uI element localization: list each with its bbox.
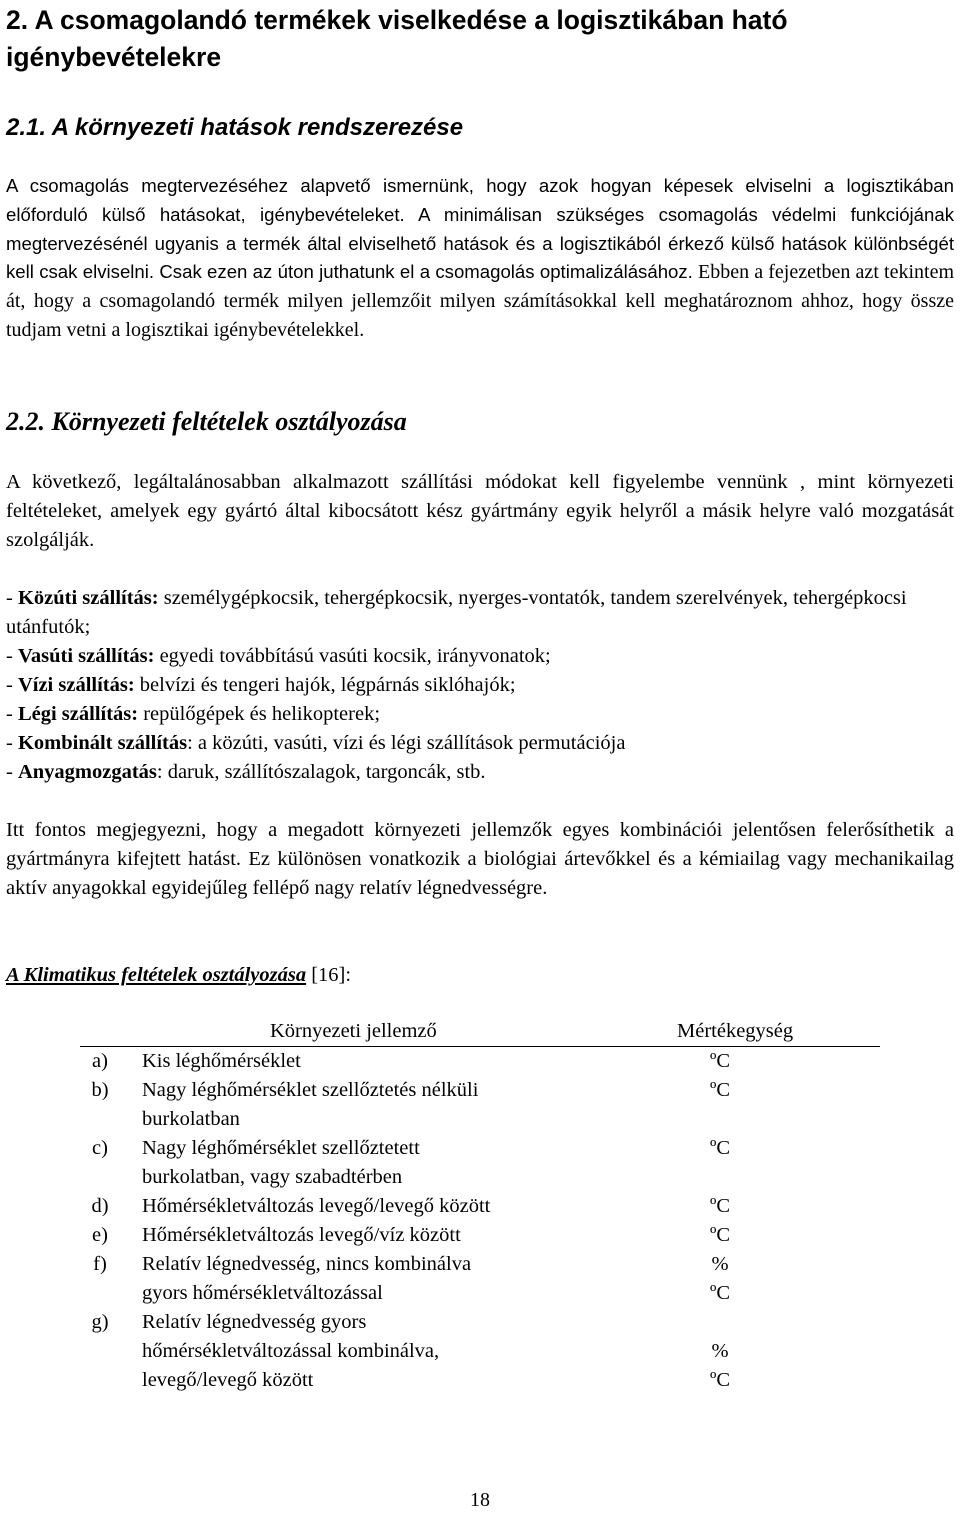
transport-text: repülőgépek és helikopterek; [138,703,381,725]
row-line: Relatív légnedvesség gyors [142,1311,367,1333]
unit-line: ºC [709,1137,731,1159]
combination-paragraph: Itt fontos megjegyezni, hogy a megadott környezeti jellemzők egyes kombinációi jelentősen felerősíthetik a gyártmányra kifejtett hatást. Ez különösen vonatkozik a biológiai ártevőkkel és a kémiailag vagy mechanikailag aktív anyagokkal egyidejűleg fellépő nagy relatív légnedvességre. [6,819,954,899]
transport-text: : daruk, szállítószalagok, targoncák, stb. [156,761,486,783]
row-line: Hőmérsékletváltozás levegő/levegő között [142,1195,491,1217]
climate-ref: [16]: [306,964,352,986]
table-row [80,1076,880,1134]
table-row [80,1221,880,1250]
transport-item-rail [6,642,954,671]
row-line: Relatív légnedvesség, nincs kombinálva [142,1253,472,1275]
transport-item-handling [6,758,954,787]
row-line: burkolatban, vagy szabadtérben [142,1166,403,1188]
transport-label: Vasúti szállítás: [17,645,155,667]
transport-label: Kombinált szállítás [17,732,188,754]
climate-table [80,1017,880,1395]
list-dash: - [6,587,18,609]
row-unit [670,1134,770,1163]
transport-text: egyedi továbbítású vasúti kocsik, irányvonatok; [154,645,551,667]
row-description [142,1134,562,1192]
row-line: Nagy léghőmérséklet szellőztetés nélküli [142,1079,479,1101]
row-line: Kis léghőmérséklet [142,1050,301,1072]
row-unit [670,1047,770,1076]
transport-label: Anyagmozgatás [17,761,157,783]
row-line: levegő/levegő között [142,1369,314,1391]
list-dash: - [6,674,18,696]
transport-mode-list [6,584,954,787]
transport-text: belvízi és tengeri hajók, légpárnás siklóhajók; [134,674,516,696]
section-heading-2-2: 2.2. Környezeti feltételek osztályozása [6,407,407,436]
row-description [142,1308,562,1395]
list-dash: - [6,732,18,754]
row-letter: b) [91,1079,109,1101]
climate-title-text: A Klimatikus feltételek osztályozása [6,964,307,986]
table-row [80,1308,880,1395]
row-unit [670,1308,770,1395]
unit-line: ºC [709,1195,731,1217]
row-line: hőmérsékletváltozással kombinálva, [142,1340,440,1362]
transport-text: személygépkocsik, tehergépkocsik, nyerges-vontatók, tandem szerelvények, tehergépkocsi utánfutók; [6,587,907,638]
row-description [142,1250,562,1308]
table-row [80,1134,880,1192]
header-characteristic: Környezeti jellemző [270,1020,437,1042]
row-description [142,1076,562,1134]
list-dash: - [6,645,18,667]
row-line: Hőmérsékletváltozás levegő/víz között [142,1224,461,1246]
list-dash: - [6,703,18,725]
intro-paragraph [6,172,954,345]
row-letter: g) [91,1311,109,1333]
intro-paragraph-part1: A csomagolás megtervezéséhez alapvető ismernünk, hogy azok hogyan képesek elviselni a logisztikában előforduló külső hatásokat, igénybevételeket. A minimálisan szükséges csomagolás védelmi funkciójának megtervezésénél ugyanis a termék által elviselhető hatások és a logisztikából érkező külső hatások különbségét kell csak elviselni. Csak ezen az úton juthatunk el a csomagolás optimalizálásához. [6,175,954,283]
table-row [80,1047,880,1076]
section2-paragraph: A következő, legáltalánosabban alkalmazott szállítási módokat kell figyelembe vennünk , mint környezeti feltételeket, amelyek egy gyártó által kibocsátott kész gyártmány egyik helyről a másik helyre való mozgatását szolgálják. [6,471,954,551]
row-unit [670,1221,770,1250]
row-letter: e) [92,1224,108,1246]
row-letter: f) [93,1253,107,1275]
unit-line: ºC [709,1282,731,1304]
transport-item-combined [6,729,954,758]
table-row [80,1192,880,1221]
header-unit: Mértékegység [677,1020,794,1042]
section-heading-2-1: 2.1. A környezeti hatások rendszerezése [6,114,464,141]
row-description [142,1047,562,1076]
row-letter: d) [91,1195,109,1217]
transport-item-water [6,671,954,700]
unit-line [670,1308,770,1337]
transport-item-air [6,700,954,729]
row-letter: c) [92,1137,108,1159]
unit-line: ºC [709,1224,731,1246]
chapter-heading: 2. A csomagolandó termékek viselkedése a logisztikában ható igénybevételekre [6,5,788,72]
transport-item-road [6,584,954,642]
list-dash: - [6,761,18,783]
row-description [142,1221,562,1250]
unit-line: % [711,1340,729,1362]
row-description [142,1192,562,1221]
row-line: gyors hőmérsékletváltozással [142,1282,383,1304]
unit-line: ºC [709,1369,731,1391]
intro-paragraph-part2: Ebben a fejezetben azt tekintem át, hogy a csomagolandó termék milyen jellemzőit milyen számításokkal kell meghatároznom ahhoz, hogy össze tudjam vetni a logisztikai igénybevételekkel. [6,261,954,341]
unit-line: % [711,1253,729,1275]
table-header-row [80,1017,880,1047]
unit-line: ºC [709,1050,731,1072]
row-unit [670,1250,770,1308]
row-unit [670,1076,770,1105]
row-letter: a) [92,1050,108,1072]
unit-line: ºC [709,1079,731,1101]
transport-text: : a közúti, vasúti, vízi és légi szállítások permutációja [187,732,626,754]
row-unit [670,1192,770,1221]
page-number: 18 [470,1489,490,1511]
row-line: Nagy léghőmérséklet szellőztetett [142,1137,420,1159]
table-row [80,1250,880,1308]
climate-classification-title [6,961,351,990]
transport-label: Vízi szállítás: [17,674,135,696]
row-line: burkolatban [142,1108,240,1130]
transport-label: Légi szállítás: [17,703,139,725]
transport-label: Közúti szállítás: [17,587,159,609]
